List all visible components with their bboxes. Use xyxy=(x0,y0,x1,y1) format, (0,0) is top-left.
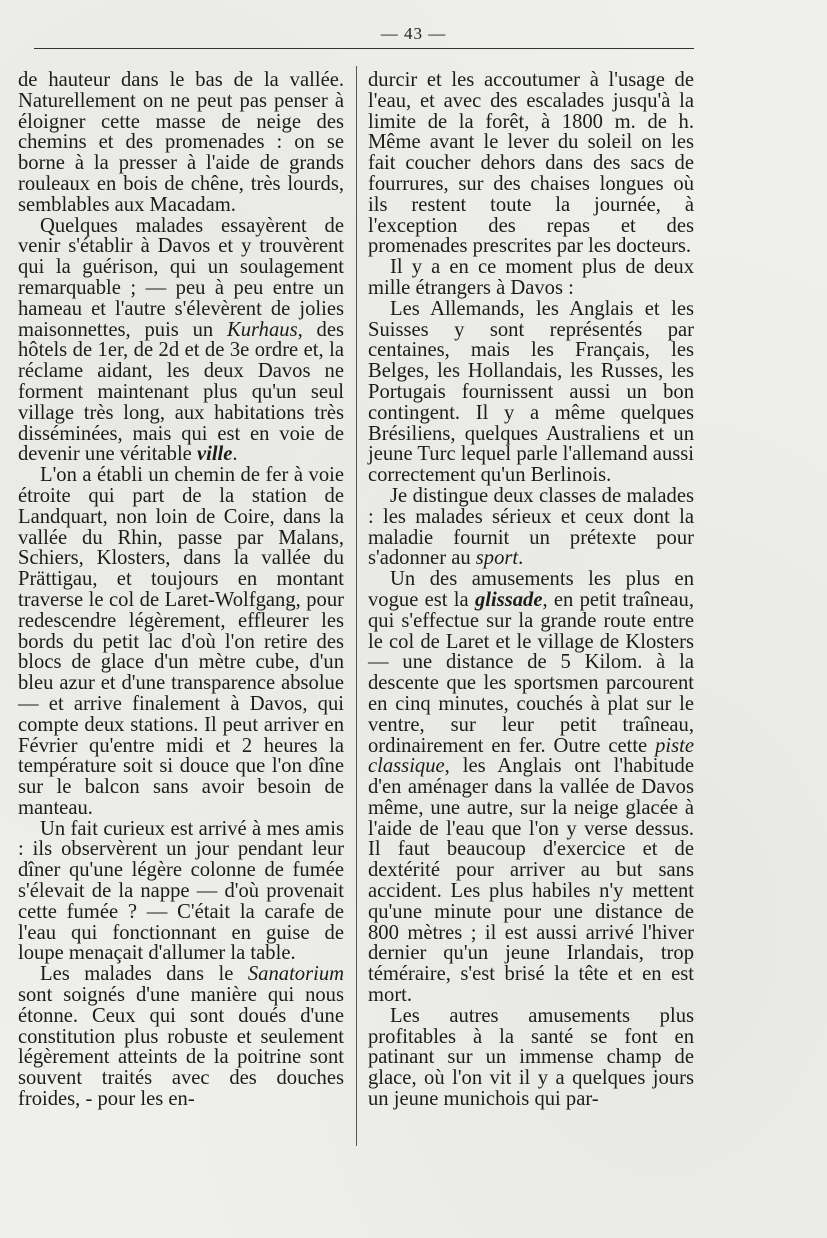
kurhaus-term: Kurhaus xyxy=(227,318,298,341)
glissade-term: glissade xyxy=(474,588,543,611)
paragraph: de hauteur dans le bas de la vallée. Naturellement on ne peut pas penser à éloigner cette masse de neige des chemins et des promenades : on se borne à la presser à l'aide de grands rouleaux en bois de chêne, très lourds, semblables aux Macadam. xyxy=(18,69,344,216)
paragraph: Quelques malades essayèrent de venir s'établir à Davos et y trouvèrent qui la guérison, qui un soulagement remarquable ; — peu à peu entre un hameau et l'autre s'élevèrent de jolies maisonnettes, puis un Kurhaus, des hôtels de 1er, de 2d et de 3e ordre et, la réclame aidant, les deux Davos ne forment maintenant plus qu'un seul village très long, aux habitations très disséminées, mais qui est en voie de devenir une véritable ville. xyxy=(18,214,344,466)
sport-term: sport xyxy=(475,547,519,570)
paragraph: Il y a en ce moment plus de deux mille étrangers à Davos : xyxy=(368,256,694,299)
paragraph: Les autres amusements plus profitables à la santé se font en patinant sur un immense champ de glace, où l'on vit il y a quelques jours un jeune munichois qui par- xyxy=(368,1004,694,1111)
paragraph: durcir et les accoutumer à l'usage de l'eau, et avec des escalades jusqu'à la limite de la forêt, à 1800 m. de h. Même avant le lever du soleil on les fait coucher dehors dans des sacs de fourrures, sur des chaises longues où ils restent toute la journée, à l'exception des repas et des promenades prescrites par les docteurs. xyxy=(368,69,694,258)
page-number: — 43 — xyxy=(380,24,447,43)
piste-term: piste classique xyxy=(368,734,694,778)
left-column xyxy=(18,70,344,1110)
paragraph: Je distingue deux classes de malades : les malades sérieux et ceux dont la maladie fournit un prétexte pour s'adonner au sport. xyxy=(368,484,694,570)
right-column xyxy=(368,70,694,1110)
paragraph: L'on a établi un chemin de fer à voie étroite qui part de la station de Landquart, non loin de Coire, dans la vallée du Rhin, passe par Malans, Schiers, Klosters, dans la vallée du Prättigau, et toujours en montant traverse le col de Laret-Wolfgang, pour redescendre légèrement, effleurer les bords du petit lac d'où l'on retire des blocs de glace d'un mètre cube, d'un bleu azur et d'une transparence absolue — et arrive finalement à Davos, qui compte deux stations. Il peut arriver en Février qu'entre midi et 2 heures la température soit si douce que l'on dîne sur le balcon sans avoir besoin de manteau. xyxy=(18,464,344,819)
ville-term: ville xyxy=(196,443,233,466)
header-rule xyxy=(34,48,694,49)
paragraph: Un des amusements les plus en vogue est la glissade, en petit traîneau, qui s'effectue sur la grande route entre le col de Laret et le village de Klosters — une distance de 5 Kilom. à la descente que les sportsmen parcourent en cinq minutes, couchés à plat sur le ventre, sur leur petit traîneau, ordinairement en fer. Outre cette piste classique, les Anglais ont l'habitude d'en aménager dans la vallée de Davos même, une autre, sur la neige glacée à l'aide de l'eau que l'on y verse dessus. Il faut beaucoup d'exercice et de dextérité pour arriver au but sans accident. Les plus habiles n'y mettent qu'une minute pour une distance de 800 mètres ; il est aussi arrivé l'hiver dernier qu'un jeune Irlandais, trop téméraire, s'est brisé la tête et en est mort. xyxy=(368,568,694,1007)
paragraph: Un fait curieux est arrivé à mes amis : ils observèrent un jour pendant leur dîner qu'une légère colonne de fumée s'élevait de la nappe — d'où provenait cette fumée ? — C'était la carafe de l'eau qui fonctionnant en guise de loupe menaçait d'allumer la table. xyxy=(18,817,344,965)
column-divider xyxy=(356,66,357,1146)
paragraph: Les malades dans le Sanatorium sont soignés d'une manière qui nous étonne. Ceux qui sont doués d'une constitution plus robuste et seulement légèrement atteints de la poitrine sont souvent traités avec des douches froides, - pour les en- xyxy=(18,963,344,1111)
sanatorium-term: Sanatorium xyxy=(247,963,344,986)
paragraph: Les Allemands, les Anglais et les Suisses y sont représentés par centaines, mais les Français, les Belges, les Hollandais, les Russes, les Portugais fournissent aussi un bon contingent. Il y a même quelques Brésiliens, quelques Australiens et un jeune Turc lequel parle l'allemand aussi correctement qu'un Berlinois. xyxy=(368,297,694,487)
